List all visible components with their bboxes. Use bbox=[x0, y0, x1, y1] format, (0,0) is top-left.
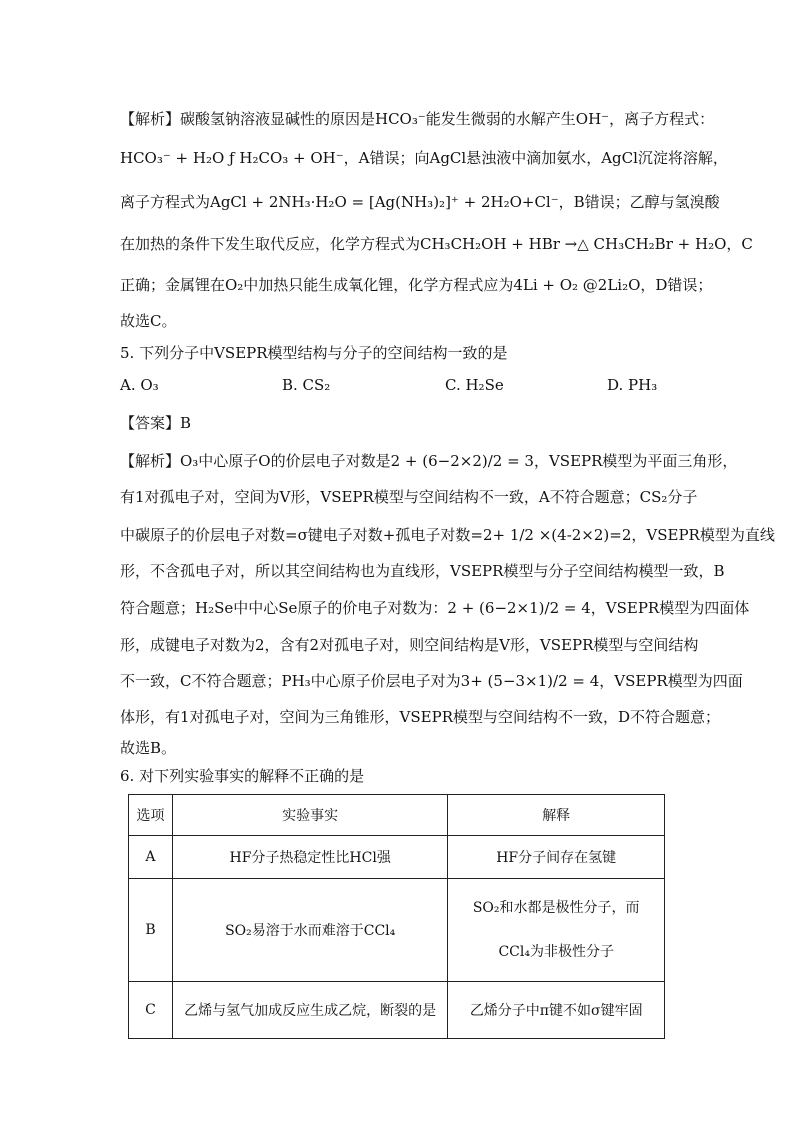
row-fact: 乙烯与氢气加成反应生成乙烷，断裂的是 bbox=[172, 982, 447, 1039]
explanation-line-2: CCl₄为非极性分子 bbox=[498, 944, 614, 960]
question-6-stem: 6. 对下列实验事实的解释不正确的是 bbox=[120, 767, 365, 785]
row-explanation: 乙烯分子中π键不如σ键牢固 bbox=[448, 982, 665, 1039]
question-5-stem: 5. 下列分子中VSEPR模型结构与分子的空间结构一致的是 bbox=[120, 344, 508, 362]
question-6-table bbox=[128, 794, 665, 1039]
q5-analysis-line-1: 【解析】O₃中心原子O的价层电子对数是2 + (6−2×2)/2 = 3，VSEPR模型为平面三角形， bbox=[120, 452, 738, 470]
q5-analysis-line-2: 有1对孤电子对，空间为V形，VSEPR模型与空间结构不一致，A不符合题意；CS₂分子 bbox=[120, 488, 698, 506]
q5-analysis-line-3: 中碳原子的价层电子对数=σ键电子对数+孤电子对数=2+ 1/2 ×(4-2×2)=2，VSEPR模型为直线 bbox=[120, 526, 775, 544]
analysis-line-6: 故选C。 bbox=[120, 312, 177, 330]
explanation-line-1: SO₂和水都是极性分子，而 bbox=[472, 900, 640, 916]
q5-analysis-line-6: 形，成键电子对数为2，含有2对孤电子对，则空间结构是V形，VSEPR模型与空间结构 bbox=[120, 636, 699, 654]
header-explanation: 解释 bbox=[448, 795, 665, 836]
row-explanation: HF分子间存在氢键 bbox=[448, 836, 665, 879]
row-option: C bbox=[129, 982, 173, 1039]
table-header-row bbox=[129, 795, 665, 836]
row-fact: SO₂易溶于水而难溶于CCl₄ bbox=[172, 879, 447, 982]
option-d: D. PH₃ bbox=[607, 376, 658, 394]
analysis-line-4: 在加热的条件下发生取代反应，化学方程式为CH₃CH₂OH + HBr →△ CH₃CH₂Br + H₂O，C bbox=[120, 235, 753, 253]
q5-analysis-line-8: 体形，有1对孤电子对，空间为三角锥形，VSEPR模型与空间结构不一致，D不符合题意； bbox=[120, 708, 721, 726]
header-option: 选项 bbox=[129, 795, 173, 836]
question-5-options bbox=[120, 376, 680, 398]
analysis-line-5: 正确；金属锂在O₂中加热只能生成氧化锂，化学方程式应为4Li + O₂ @2Li₂O，D错误； bbox=[120, 276, 713, 294]
q5-analysis-line-9: 故选B。 bbox=[120, 739, 177, 757]
row-option: B bbox=[129, 879, 173, 982]
option-c: C. H₂Se bbox=[445, 376, 504, 394]
q5-analysis-line-4: 形，不含孤电子对，所以其空间结构也为直线形，VSEPR模型与分子空间结构模型一致，B bbox=[120, 562, 725, 580]
q5-analysis-line-5: 符合题意；H₂Se中中心Se原子的价电子对数为：2 + (6−2×1)/2 = 4，VSEPR模型为四面体 bbox=[120, 599, 750, 617]
q5-analysis-line-7: 不一致，C不符合题意；PH₃中心原子价层电子对为3+ (5−3×1)/2 = 4，VSEPR模型为四面 bbox=[120, 672, 743, 690]
table-row bbox=[129, 879, 665, 982]
answer-line: 【答案】B bbox=[120, 414, 192, 432]
option-b: B. CS₂ bbox=[282, 376, 331, 394]
table-row bbox=[129, 982, 665, 1039]
header-fact: 实验事实 bbox=[172, 795, 447, 836]
analysis-line-2: HCO₃⁻ + H₂O ƒ H₂CO₃ + OH⁻，A错误；向AgCl悬浊液中滴加氨水，AgCl沉淀将溶解， bbox=[120, 149, 728, 167]
option-a: A. O₃ bbox=[120, 376, 159, 394]
table-row bbox=[129, 836, 665, 879]
row-fact: HF分子热稳定性比HCl强 bbox=[172, 836, 447, 879]
analysis-line-3: 离子方程式为AgCl + 2NH₃·H₂O = [Ag(NH₃)₂]⁺ + 2H₂O+Cl⁻，B错误；乙醇与氢溴酸 bbox=[120, 193, 720, 211]
row-explanation bbox=[448, 879, 665, 982]
analysis-line-1: 【解析】碳酸氢钠溶液显碱性的原因是HCO₃⁻能发生微弱的水解产生OH⁻，离子方程式： bbox=[120, 110, 715, 128]
row-option: A bbox=[129, 836, 173, 879]
